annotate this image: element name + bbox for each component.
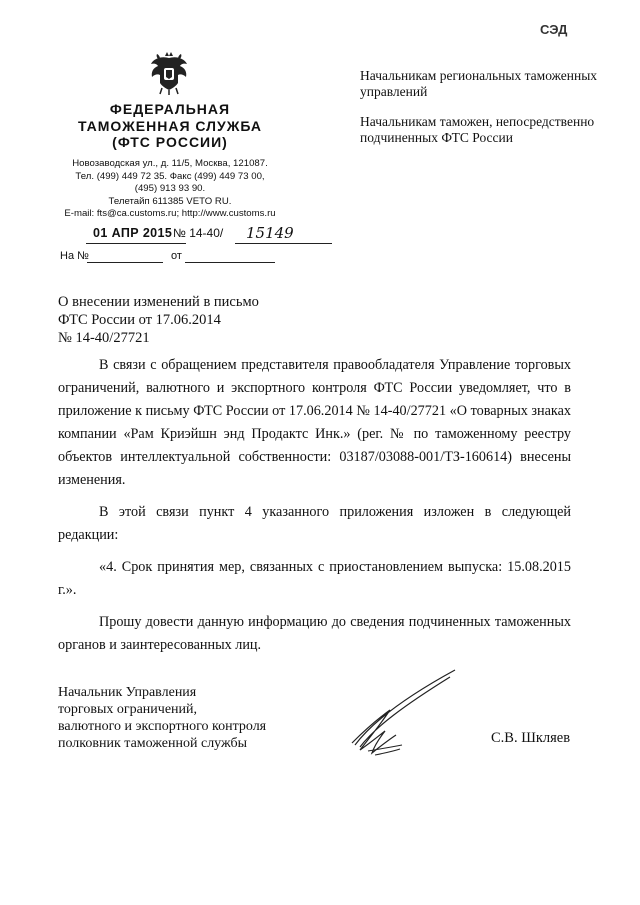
signatory-title [58, 684, 318, 752]
registration-number-handwritten: 15149 [246, 224, 294, 242]
signatory-title-line-4: полковник таможенной службы [58, 736, 248, 751]
number-underline [235, 243, 332, 244]
registration-line [58, 224, 294, 246]
contacts-email: E-mail: fts@ca.customs.ru; http://www.customs.ru [64, 208, 276, 219]
contacts-phone-2: (495) 913 93 90. [134, 183, 206, 194]
body-paragraph: В этой связи пункт 4 указанного приложения изложен в следующей редакции: [58, 504, 571, 543]
reference-line [58, 249, 288, 267]
agency-contacts [55, 158, 285, 221]
reference-date-label: от [171, 250, 182, 262]
registration-number-label: № 14-40/ [173, 226, 224, 240]
addressees [360, 68, 600, 160]
subject-line-1: О внесении изменений в письмо [58, 294, 259, 310]
letter-subject [58, 293, 318, 347]
reference-number-label: На № [60, 250, 89, 262]
signatory-title-line-3: валютного и экспортного контроля [58, 719, 267, 734]
date-underline [86, 243, 186, 244]
contacts-teletype: Телетайп 611385 VETO RU. [108, 195, 232, 207]
reference-date-blank [185, 262, 275, 263]
body-paragraph: «4. Срок принятия мер, связанных с приостановлением выпуска: 15.08.2015 г.». [58, 559, 571, 598]
contacts-address: Новозаводская ул., д. 11/5, Москва, 121087. [72, 158, 268, 169]
body-paragraph: В связи с обращением представителя правообладателя Управление торговых ограничений, валютного и экспортного контроля ФТС России уведомляет, что в приложение к письму ФТС России от 17.06.2014 № 14-40/27721 «О товарных знаках компании «Рам Криэйшн энд Продактс Инк.» (рег. № по таможенному реестру объектов интеллектуальной собственности: 03187/03088-001/ТЗ-160614) внесены изменения. [58, 357, 571, 488]
document-system-mark: СЭД [540, 22, 568, 37]
handwritten-signature [330, 665, 480, 765]
agency-line-3: (ФТС РОССИИ) [112, 134, 228, 150]
body-paragraph: Прошу довести данную информацию до сведения подчиненных таможенных органов и заинтересованных лиц. [58, 614, 571, 653]
agency-line-1: ФЕДЕРАЛЬНАЯ [109, 101, 231, 117]
addressee: Начальникам региональных таможенных управлений [360, 68, 598, 99]
contacts-phone: Тел. (499) 449 72 35. Факс (499) 449 73 00, [75, 170, 265, 182]
subject-line-2: ФТС России от 17.06.2014 [58, 312, 221, 328]
signatory-title-line-1: Начальник Управления [58, 685, 197, 700]
reference-number-blank [87, 262, 163, 263]
agency-line-2: ТАМОЖЕННАЯ СЛУЖБА [77, 117, 262, 134]
double-headed-eagle-icon [148, 50, 190, 96]
signer-name: С.В. Шкляев [491, 730, 571, 746]
subject-line-3: № 14-40/27721 [58, 330, 150, 346]
agency-name [55, 101, 285, 151]
letter-body [58, 354, 571, 666]
signatory-title-line-2: торговых ограничений, [58, 702, 198, 717]
addressee: Начальникам таможен, непосредственно подчиненных ФТС России [360, 114, 595, 145]
registration-date-stamp: 01 АПР 2015 [93, 226, 173, 240]
